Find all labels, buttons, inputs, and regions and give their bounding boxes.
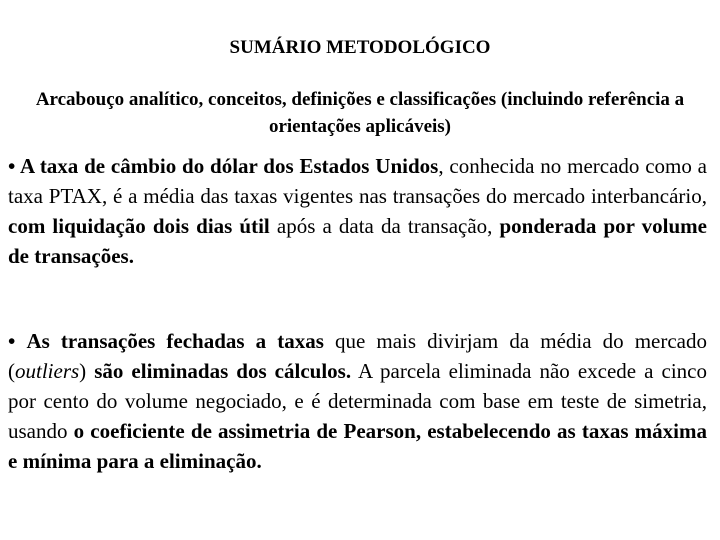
- paragraph1-bold-lead: A taxa de câmbio do dólar dos Estados Unidos: [15, 154, 439, 178]
- paragraph-exchange-rate: [8, 151, 707, 271]
- paragraph2-bold-eliminated: são eliminadas dos cálculos.: [94, 359, 352, 383]
- paragraph2-text-3: A parcela eliminada não excede a cinco por cento do volume negociado, e é determinada com base em teste de simetria, usando: [8, 359, 707, 443]
- paragraph2-bold-pearson: o coeficiente de assimetria de Pearson, estabelecendo as taxas máxima e mínima para a eliminação.: [8, 419, 707, 473]
- paragraph2-text-2: ): [79, 359, 95, 383]
- paragraph-outliers: [8, 326, 707, 476]
- paragraph2-italic-outliers: outliers: [15, 359, 80, 383]
- paragraph1-text-1: , conhecida no mercado como a taxa PTAX, é a média das taxas vigentes nas transações do mercado interbancário,: [8, 154, 707, 208]
- paragraph1-bold-weighted: ponderada por volume de transações.: [8, 214, 707, 268]
- bullet: •: [8, 154, 16, 178]
- paragraph1-text-2: após a data da transação,: [269, 214, 500, 238]
- document-subtitle: Arcabouço analítico, conceitos, definições e classificações (incluindo referência a orientações aplicáveis): [35, 89, 685, 137]
- document-title: SUMÁRIO METODOLÓGICO: [229, 37, 491, 58]
- bullet: •: [8, 329, 16, 353]
- paragraph2-text-1: que mais divirjam da média do mercado (: [8, 329, 708, 383]
- paragraph2-bold-lead: As transações fechadas a taxas: [26, 329, 324, 353]
- paragraph1-bold-settlement: com liquidação dois dias útil: [8, 214, 270, 238]
